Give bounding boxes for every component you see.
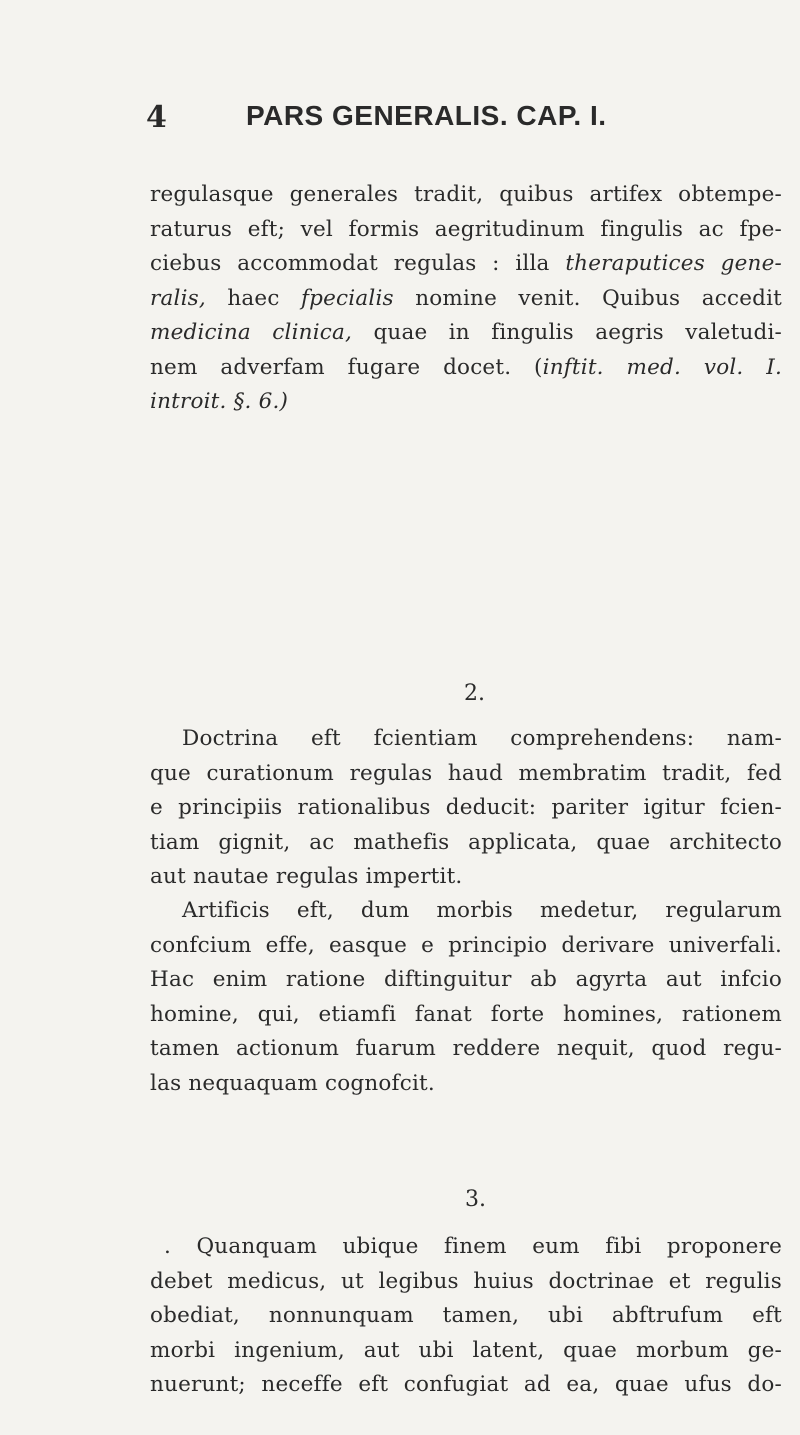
text-line: e principiis rationalibus deducit: pariter igitur fcien-	[150, 795, 782, 820]
text-line: obediat, nonnunquam tamen, ubi abftrufum eft	[150, 1303, 782, 1328]
text-line: medicina clinica, quae in fingulis aegris valetudi-	[150, 320, 782, 345]
text-line: regulasque generales tradit, quibus artifex obtempe-	[150, 182, 782, 207]
italic-term: ralis,	[150, 285, 206, 311]
italic-term: medicina clinica,	[150, 320, 353, 345]
italic-term: fpecialis	[301, 285, 394, 311]
text-line: tiam gignit, ac mathefis applicata, quae architecto	[150, 829, 782, 855]
text-line: tamen actionum fuarum reddere nequit, quod regu-	[150, 1036, 782, 1061]
text-line: Hac enim ratione diftinguitur ab agyrta aut infcio	[150, 967, 782, 992]
page-header	[146, 100, 786, 140]
text-line: Doctrina eft fcientiam comprehendens: nam-	[182, 726, 782, 751]
paragraph-1	[150, 178, 782, 420]
text-line: aut nautae regulas impertit.	[150, 864, 463, 889]
text-line: Artificis eft, dum morbis medetur, regularum	[182, 898, 782, 923]
italic-citation: inftit. med. vol. I.	[542, 354, 782, 380]
text-line: morbi ingenium, aut ubi latent, quae morbum ge-	[150, 1337, 782, 1363]
page-number: 4	[146, 100, 167, 135]
text-line: . Quanquam ubique finem eum fibi proponere	[164, 1234, 782, 1259]
section-number: 2.	[464, 681, 485, 706]
text-line: introit. §. 6.)	[150, 389, 289, 414]
italic-term: theraputices gene-	[565, 251, 782, 276]
text-line: ciebus accommodat regulas : illa theraputices gene-	[150, 251, 782, 276]
text-line: las nequaquam cognofcit.	[150, 1070, 435, 1096]
text-line: raturus eft; vel formis aegritudinum fingulis ac fpe-	[150, 216, 782, 242]
section-number: 3.	[465, 1187, 486, 1212]
paragraph-4	[150, 1230, 782, 1403]
text-line: homine, qui, etiamfi fanat forte homines, rationem	[150, 1001, 782, 1027]
text-line: debet medicus, ut legibus huius doctrinae et regulis	[150, 1268, 782, 1294]
running-head: PARS GENERALIS. CAP. I.	[246, 100, 607, 131]
paragraph-2	[150, 722, 782, 895]
text-line: nem adverfam fugare docet. (inftit. med. vol. I.	[150, 354, 782, 380]
text-line: que curationum regulas haud membratim tradit, fed	[150, 760, 782, 786]
paragraph-3	[150, 894, 782, 1101]
text-line: ralis, haec fpecialis nomine venit. Quibus accedit	[150, 285, 782, 311]
text-line: confcium effe, easque e principio derivare univerfali.	[150, 932, 782, 958]
text-line: nuerunt; neceffe eft confugiat ad ea, quae ufus do-	[150, 1372, 782, 1397]
